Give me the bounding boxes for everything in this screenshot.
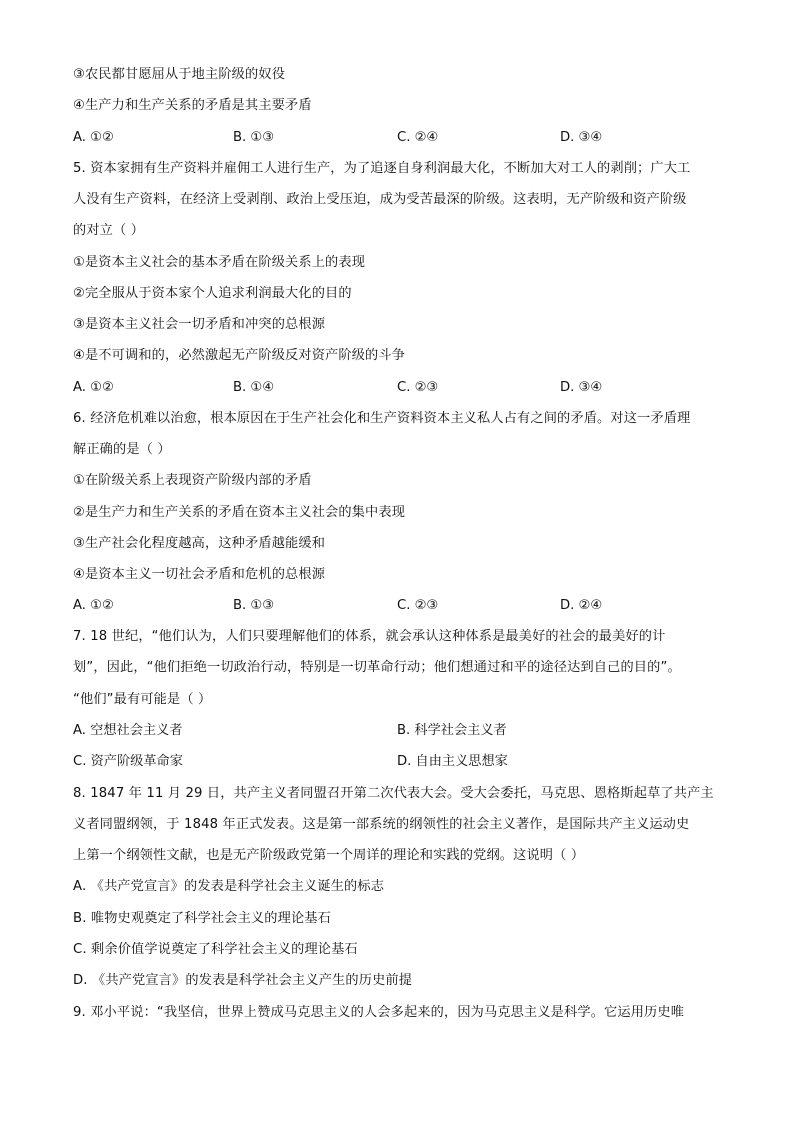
prev-option-b[interactable]: B. ①③: [233, 130, 275, 145]
q5-item-2: ②完全服从于资本家个人追求利润最大化的目的: [73, 286, 352, 301]
q6-stem-line-2: 解正确的是（ ）: [73, 442, 171, 457]
q7-stem-line-1: 7. 18 世纪，“他们认为，人们只要理解他们的体系，就会承认这种体系是最美好的社会的最美好的计: [73, 629, 666, 644]
q7-stem-line-2: 划”，因此，“他们拒绝一切政治行动，特别是一切革命行动；他们想通过和平的途径达到自己的目的”。: [73, 660, 681, 675]
q6-item-1: ①在阶级关系上表现资产阶级内部的矛盾: [73, 473, 312, 488]
q5-item-3: ③是资本主义社会一切矛盾和冲突的总根源: [73, 317, 326, 332]
q5-option-c[interactable]: C. ②③: [397, 380, 439, 395]
q5-option-b[interactable]: B. ①④: [233, 380, 275, 395]
q7-option-b[interactable]: B. 科学社会主义者: [397, 723, 507, 738]
q5-stem-line-2: 人没有生产资料，在经济上受剥削、政治上受压迫，成为受苦最深的阶级。这表明，无产阶级和资产阶级: [73, 192, 687, 207]
prev-option-d[interactable]: D. ③④: [560, 130, 603, 145]
q5-option-d[interactable]: D. ③④: [560, 380, 603, 395]
q7-stem-line-3: “他们”最有可能是（ ）: [73, 692, 212, 707]
q6-option-a[interactable]: A. ①②: [73, 598, 114, 613]
q9-stem-line-1: 9. 邓小平说：“我坚信，世界上赞成马克思主义的人会多起来的，因为马克思主义是科学。它运用历史唯: [73, 1005, 685, 1020]
prev-option-a[interactable]: A. ①②: [73, 130, 114, 145]
prev-item-3: ③农民都甘愿屈从于地主阶级的奴役: [73, 67, 286, 82]
q5-stem-line-1: 5. 资本家拥有生产资料并雇佣工人进行生产，为了追逐自身利润最大化，不断加大对工人的剥削；广大工: [73, 161, 691, 176]
prev-item-4: ④生产力和生产关系的矛盾是其主要矛盾: [73, 98, 312, 113]
q6-stem-line-1: 6. 经济危机难以治愈，根本原因在于生产社会化和生产资料资本主义私人占有之间的矛盾。对这一矛盾理: [73, 411, 691, 426]
q5-option-a[interactable]: A. ①②: [73, 380, 114, 395]
q5-item-4: ④是不可调和的，必然激起无产阶级反对资产阶级的斗争: [73, 348, 406, 363]
q8-option-d[interactable]: D. 《共产党宣言》的发表是科学社会主义产生的历史前提: [73, 973, 413, 988]
q8-stem-line-3: 上第一个纲领性文献，也是无产阶级政党第一个周详的理论和实践的党纲。这说明（ ）: [73, 848, 585, 863]
q8-option-c[interactable]: C. 剩余价值学说奠定了科学社会主义的理论基石: [73, 942, 358, 957]
q5-stem-line-3: 的对立（ ）: [73, 223, 145, 238]
q7-option-c[interactable]: C. 资产阶级革命家: [73, 754, 183, 769]
prev-option-c[interactable]: C. ②④: [397, 130, 439, 145]
q6-option-b[interactable]: B. ①③: [233, 598, 275, 613]
q8-stem-line-1: 8. 1847 年 11 月 29 日，共产主义者同盟召开第二次代表大会。受大会委托，马克思、恩格斯起草了共产主: [73, 786, 714, 801]
q6-option-d[interactable]: D. ②④: [560, 598, 603, 613]
q8-stem-line-2: 义者同盟纲领，于 1848 年正式发表。这是第一部系统的纲领性的社会主义著作，是国际共产主义运动史: [73, 817, 690, 832]
q5-item-1: ①是资本主义社会的基本矛盾在阶级关系上的表现: [73, 255, 366, 270]
q6-item-4: ④是资本主义一切社会矛盾和危机的总根源: [73, 567, 326, 582]
q8-option-a[interactable]: A. 《共产党宣言》的发表是科学社会主义诞生的标志: [73, 879, 385, 894]
q6-option-c[interactable]: C. ②③: [397, 598, 439, 613]
q8-option-b[interactable]: B. 唯物史观奠定了科学社会主义的理论基石: [73, 911, 331, 926]
q7-option-a[interactable]: A. 空想社会主义者: [73, 723, 183, 738]
q6-item-2: ②是生产力和生产关系的矛盾在资本主义社会的集中表现: [73, 505, 406, 520]
q7-option-d[interactable]: D. 自由主义思想家: [397, 754, 508, 769]
q6-item-3: ③生产社会化程度越高，这种矛盾越能缓和: [73, 536, 326, 551]
